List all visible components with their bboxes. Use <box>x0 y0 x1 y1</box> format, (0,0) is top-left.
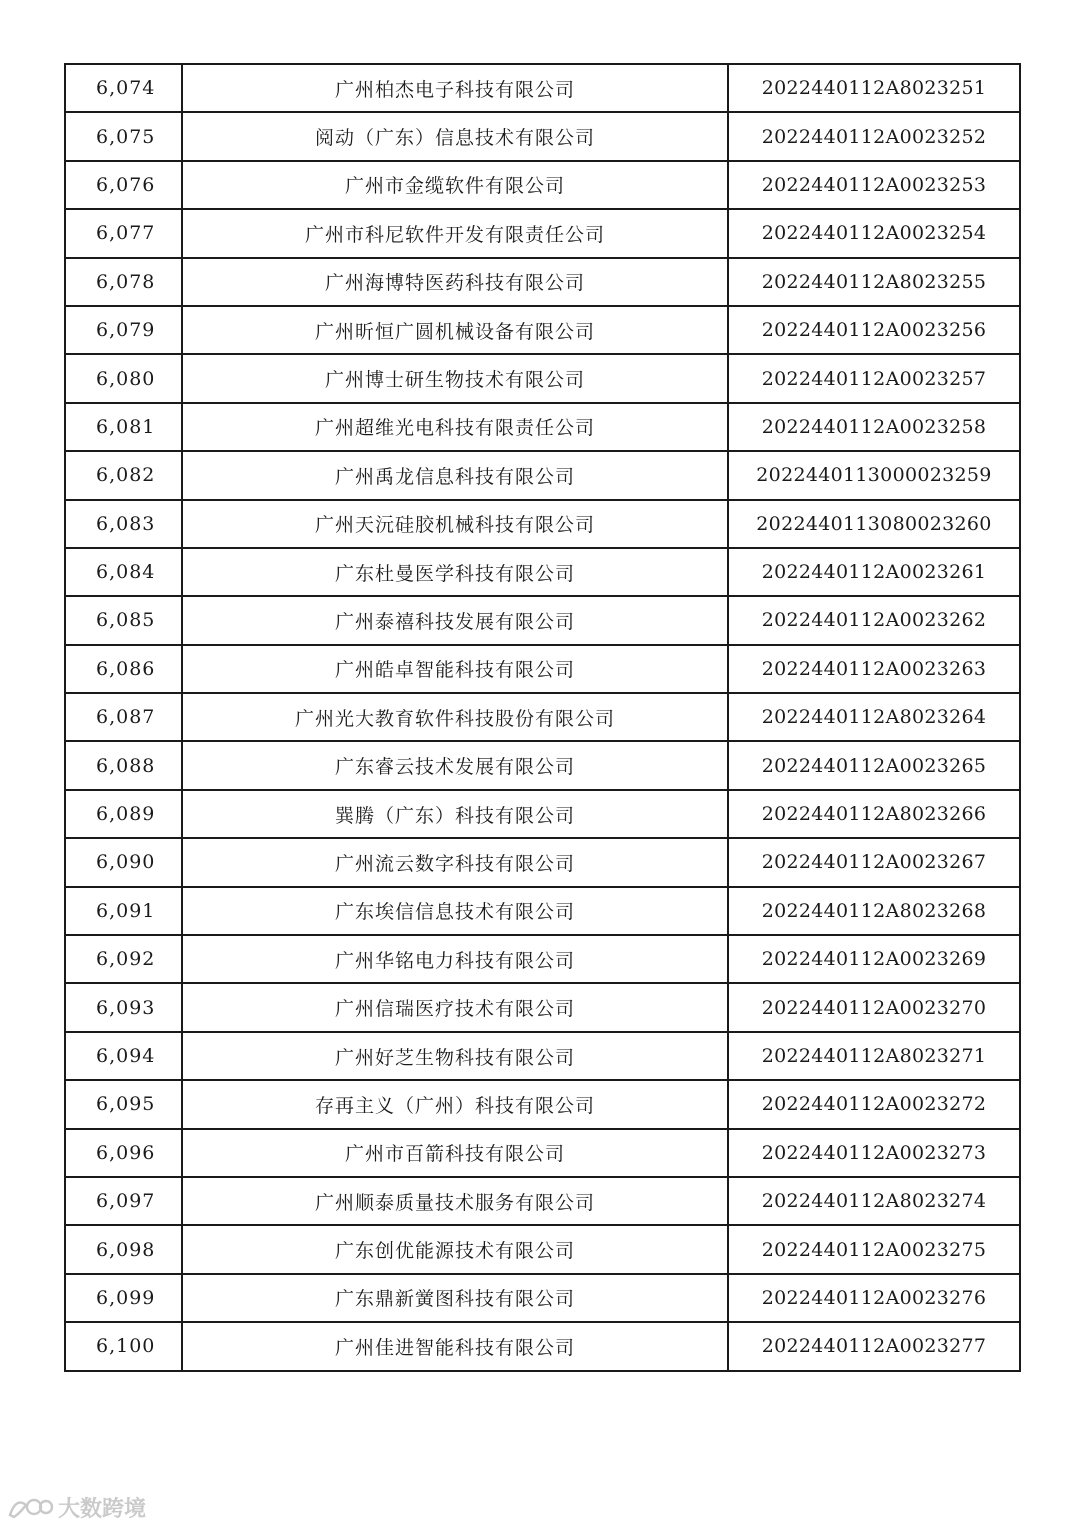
company-name: 广州佳进智能科技有限公司 <box>182 1322 728 1370</box>
registration-code: 2022440112A0023256 <box>728 306 1020 354</box>
registration-code: 2022440112A0023262 <box>728 596 1020 644</box>
company-name: 广州超维光电科技有限责任公司 <box>182 403 728 451</box>
row-number: 6,078 <box>65 258 182 306</box>
row-number: 6,100 <box>65 1322 182 1370</box>
company-name: 广东睿云技术发展有限公司 <box>182 741 728 789</box>
registration-code: 2022440112A0023275 <box>728 1225 1020 1273</box>
table-row <box>65 548 1020 596</box>
company-name: 广州信瑞医疗技术有限公司 <box>182 983 728 1031</box>
company-name: 存再主义（广州）科技有限公司 <box>182 1080 728 1128</box>
row-number: 6,092 <box>65 935 182 983</box>
registration-code: 2022440112A0023254 <box>728 209 1020 257</box>
registration-code: 2022440112A8023271 <box>728 1032 1020 1080</box>
table-row <box>65 500 1020 548</box>
watermark-text: 大数跨境 <box>58 1496 147 1522</box>
row-number: 6,076 <box>65 161 182 209</box>
company-name: 巽腾（广东）科技有限公司 <box>182 790 728 838</box>
company-name: 广州皓卓智能科技有限公司 <box>182 645 728 693</box>
company-name: 阅动（广东）信息技术有限公司 <box>182 112 728 160</box>
company-name: 广州昕恒广圆机械设备有限公司 <box>182 306 728 354</box>
registration-code: 2022440112A8023268 <box>728 887 1020 935</box>
row-number: 6,079 <box>65 306 182 354</box>
row-number: 6,075 <box>65 112 182 160</box>
row-number: 6,090 <box>65 838 182 886</box>
table-row <box>65 935 1020 983</box>
registration-code: 2022440112A0023265 <box>728 741 1020 789</box>
table-row <box>65 306 1020 354</box>
table-row <box>65 1225 1020 1273</box>
registration-code: 2022440112A0023263 <box>728 645 1020 693</box>
row-number: 6,097 <box>65 1177 182 1225</box>
row-number: 6,082 <box>65 451 182 499</box>
registration-code: 2022440112A8023251 <box>728 64 1020 112</box>
table-row <box>65 161 1020 209</box>
row-number: 6,094 <box>65 1032 182 1080</box>
company-name: 广州好芝生物科技有限公司 <box>182 1032 728 1080</box>
company-name: 广州天沅硅胶机械科技有限公司 <box>182 500 728 548</box>
registration-code: 2022440112A0023269 <box>728 935 1020 983</box>
company-name: 广州市科尼软件开发有限责任公司 <box>182 209 728 257</box>
company-name: 广东杜曼医学科技有限公司 <box>182 548 728 596</box>
table-row <box>65 258 1020 306</box>
company-name: 广州光大教育软件科技股份有限公司 <box>182 693 728 741</box>
table-row <box>65 983 1020 1031</box>
company-name: 广州海博特医药科技有限公司 <box>182 258 728 306</box>
company-name: 广州泰禧科技发展有限公司 <box>182 596 728 644</box>
company-name: 广东鼎新黉图科技有限公司 <box>182 1274 728 1322</box>
registration-code: 2022440112A0023258 <box>728 403 1020 451</box>
registration-code: 2022440112A0023270 <box>728 983 1020 1031</box>
company-name: 广州顺泰质量技术服务有限公司 <box>182 1177 728 1225</box>
company-name: 广州博士研生物技术有限公司 <box>182 354 728 402</box>
row-number: 6,080 <box>65 354 182 402</box>
company-name: 广州市金缆软件有限公司 <box>182 161 728 209</box>
table-row <box>65 1177 1020 1225</box>
company-name: 广州市百箭科技有限公司 <box>182 1129 728 1177</box>
row-number: 6,098 <box>65 1225 182 1273</box>
row-number: 6,074 <box>65 64 182 112</box>
row-number: 6,096 <box>65 1129 182 1177</box>
table-row <box>65 1274 1020 1322</box>
row-number: 6,083 <box>65 500 182 548</box>
registration-code: 2022440112A0023257 <box>728 354 1020 402</box>
table-row <box>65 403 1020 451</box>
table-row <box>65 64 1020 112</box>
row-number: 6,089 <box>65 790 182 838</box>
table-row <box>65 645 1020 693</box>
table-row <box>65 451 1020 499</box>
logo-icon <box>6 1493 54 1521</box>
table-row <box>65 1032 1020 1080</box>
row-number: 6,088 <box>65 741 182 789</box>
registration-code: 2022440112A0023267 <box>728 838 1020 886</box>
registration-code: 2022440112A0023276 <box>728 1274 1020 1322</box>
registration-code: 2022440112A8023264 <box>728 693 1020 741</box>
row-number: 6,081 <box>65 403 182 451</box>
row-number: 6,085 <box>65 596 182 644</box>
table-row <box>65 790 1020 838</box>
table-row <box>65 596 1020 644</box>
row-number: 6,095 <box>65 1080 182 1128</box>
company-name: 广东埃信信息技术有限公司 <box>182 887 728 935</box>
table-row <box>65 887 1020 935</box>
registration-code: 2022440112A8023266 <box>728 790 1020 838</box>
registration-code: 2022440112A0023252 <box>728 112 1020 160</box>
table-row <box>65 1080 1020 1128</box>
table-row <box>65 112 1020 160</box>
row-number: 6,099 <box>65 1274 182 1322</box>
row-number: 6,086 <box>65 645 182 693</box>
registration-code: 2022440112A8023255 <box>728 258 1020 306</box>
company-name: 广东创优能源技术有限公司 <box>182 1225 728 1273</box>
registration-code: 2022440112A0023261 <box>728 548 1020 596</box>
table-row <box>65 693 1020 741</box>
company-name: 广州柏杰电子科技有限公司 <box>182 64 728 112</box>
row-number: 6,091 <box>65 887 182 935</box>
registration-code: 2022440113000023259 <box>728 451 1020 499</box>
table-row <box>65 1322 1020 1370</box>
company-name: 广州禹龙信息科技有限公司 <box>182 451 728 499</box>
table-row <box>65 209 1020 257</box>
table-row <box>65 741 1020 789</box>
row-number: 6,087 <box>65 693 182 741</box>
table-row <box>65 838 1020 886</box>
table-body <box>65 64 1020 1371</box>
table-row <box>65 1129 1020 1177</box>
watermark <box>6 1492 146 1522</box>
company-list-table <box>64 63 1021 1372</box>
registration-code: 2022440112A8023274 <box>728 1177 1020 1225</box>
row-number: 6,084 <box>65 548 182 596</box>
company-name: 广州流云数字科技有限公司 <box>182 838 728 886</box>
row-number: 6,093 <box>65 983 182 1031</box>
row-number: 6,077 <box>65 209 182 257</box>
registration-code: 2022440112A0023253 <box>728 161 1020 209</box>
registration-code: 2022440112A0023272 <box>728 1080 1020 1128</box>
table-row <box>65 354 1020 402</box>
registration-code: 2022440112A0023277 <box>728 1322 1020 1370</box>
registration-code: 2022440113080023260 <box>728 500 1020 548</box>
registration-code: 2022440112A0023273 <box>728 1129 1020 1177</box>
company-name: 广州华铭电力科技有限公司 <box>182 935 728 983</box>
